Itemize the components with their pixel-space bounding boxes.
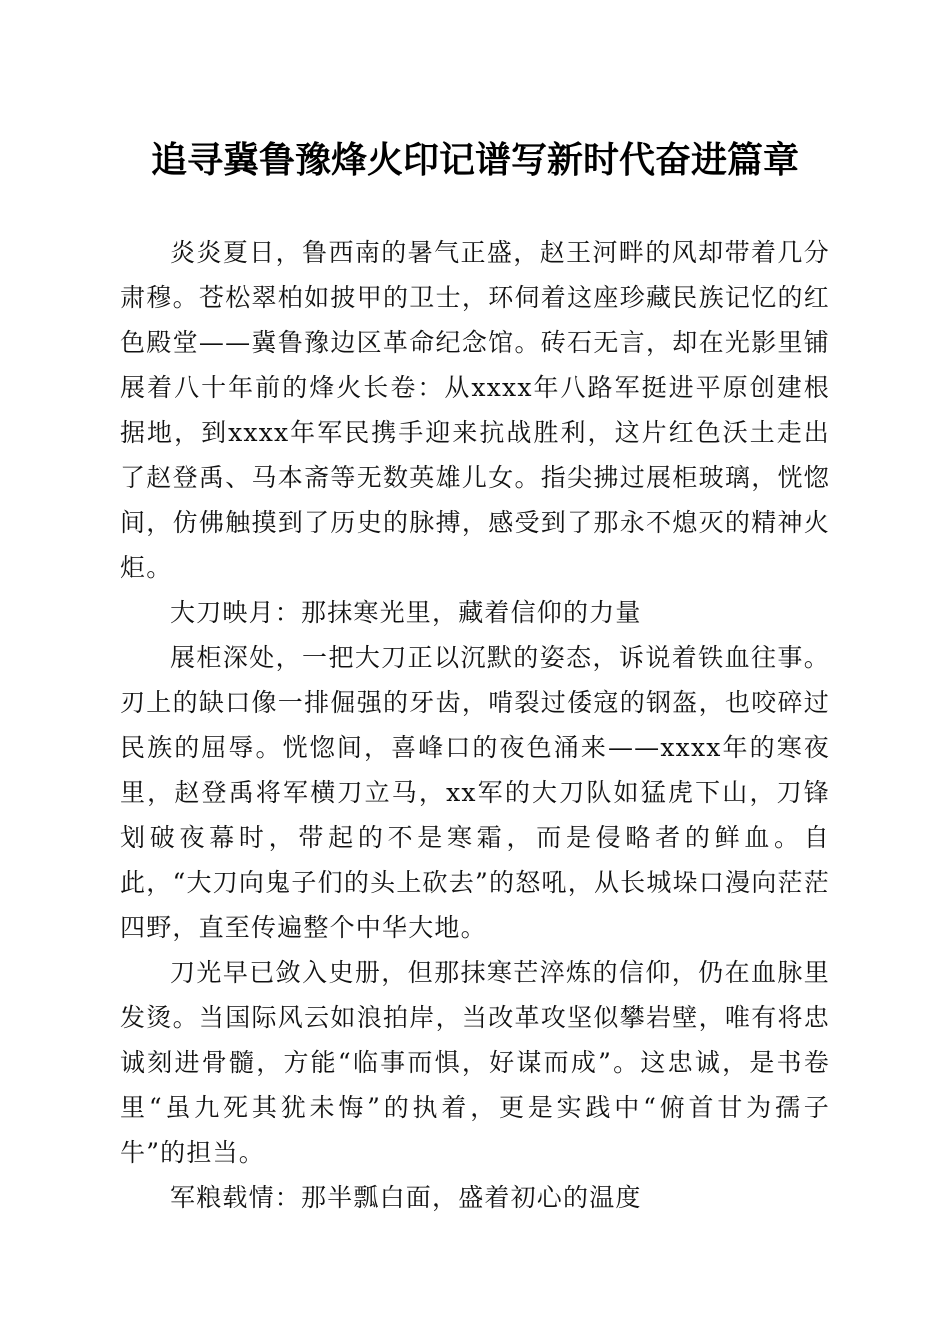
paragraph-loyalty: 刀光早已敛入史册，但那抹寒芒淬炼的信仰，仍在血脉里发烫。当国际风云如浪拍岸，当改革攻坚似攀岩壁，唯有将忠诚刻进骨髓，方能“临事而惧，好谋而成”。这忠诚，是书卷里“虽九死其犹未悔”的执着，更是实践中“俯首甘为孺子牛”的担当。 bbox=[120, 958, 830, 1167]
section-heading-junliang: 军粮载情：那半瓢白面，盛着初心的温度 bbox=[170, 1183, 642, 1212]
paragraph-dadao-story: 展柜深处，一把大刀正以沉默的姿态，诉说着铁血往事。刃上的缺口像一排倔强的牙齿，啃裂过倭寇的钢盔，也咬碎过民族的屈辱。恍惚间，喜峰口的夜色涌来——xxxx年的寒夜里，赵登禹将军横刀立马，xx军的大刀队如猛虎下山，刀锋划破夜幕时，带起的不是寒霜，而是侵略者的鲜血。自此，“大刀向鬼子们的头上砍去”的怒吼，从长城垛口漫向茫茫四野，直至传遍整个中华大地。 bbox=[120, 643, 830, 942]
document-body bbox=[120, 230, 830, 1220]
paragraph-intro: 炎炎夏日，鲁西南的暑气正盛，赵王河畔的风却带着几分肃穆。苍松翠柏如披甲的卫士，环伺着这座珍藏民族记忆的红色殿堂——冀鲁豫边区革命纪念馆。砖石无言，却在光影里铺展着八十年前的烽火长卷：从xxxx年八路军挺进平原创建根据地，到xxxx年军民携手迎来抗战胜利，这片红色沃土走出了赵登禹、马本斋等无数英雄儿女。指尖拂过展柜玻璃，恍惚间，仿佛触摸到了历史的脉搏，感受到了那永不熄灭的精神火炬。 bbox=[120, 238, 830, 582]
section-heading-dadao: 大刀映月：那抹寒光里，藏着信仰的力量 bbox=[170, 598, 642, 627]
document-title: 追寻冀鲁豫烽火印记谱写新时代奋进篇章 bbox=[150, 139, 799, 181]
